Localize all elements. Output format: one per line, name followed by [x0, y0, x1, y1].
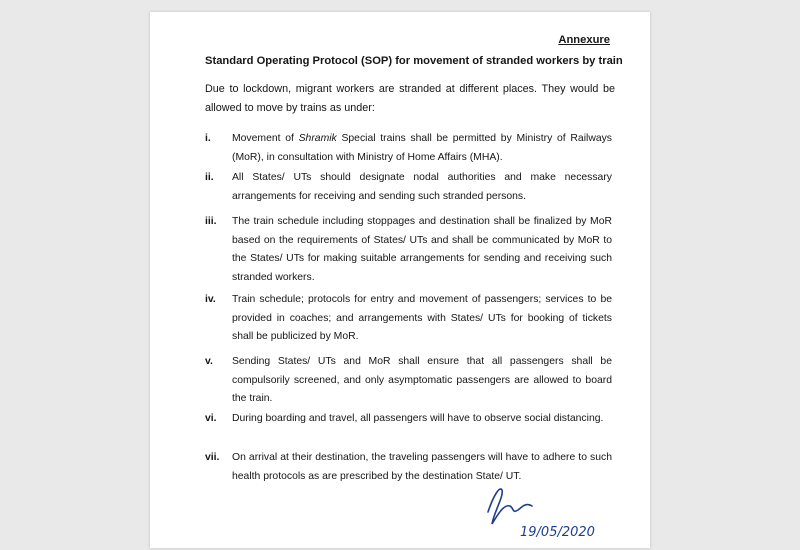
- signature-date: 19/05/2020: [520, 525, 595, 540]
- item-number: i.: [205, 133, 211, 144]
- annexure-label: Annexure: [558, 34, 610, 46]
- item-text: During boarding and travel, all passengers will have to observe social distancing.: [232, 413, 604, 424]
- item-text: Train schedule; protocols for entry and movement of passengers; services to be provided in coaches; and arrangements with States/ UTs for booking of tickets shall be publicized by MoR.: [232, 294, 612, 342]
- item-text: [232, 130, 612, 167]
- item-number: iv.: [205, 294, 216, 305]
- item-number: iii.: [205, 216, 217, 227]
- item-text-rest: Special trains shall be permitted by Ministry of Railways (MoR), in consultation with Ministry of Home Affairs (MHA).: [232, 133, 612, 163]
- item-text-emphasis: Shramik: [298, 133, 337, 144]
- item-text: On arrival at their destination, the traveling passengers will have to adhere to such health protocols as are prescribed by the destination State/ UT.: [232, 452, 612, 482]
- document-page: [150, 12, 650, 548]
- item-number: vi.: [205, 413, 217, 424]
- item-number: v.: [205, 356, 213, 367]
- item-text: All States/ UTs should designate nodal authorities and make necessary arrangements for receiving and sending such stranded persons.: [232, 172, 612, 202]
- item-number: vii.: [205, 452, 220, 463]
- item-number: ii.: [205, 172, 214, 183]
- item-text: Sending States/ UTs and MoR shall ensure that all passengers shall be compulsorily screened, and only asymptomatic passengers are allowed to board the train.: [232, 356, 612, 404]
- item-text-start: Movement of: [232, 133, 299, 144]
- handwritten-signature: [480, 484, 610, 544]
- document-title: Standard Operating Protocol (SOP) for movement of stranded workers by train: [205, 55, 623, 67]
- item-text: The train schedule including stoppages and destination shall be finalized by MoR based on the requirements of States/ UTs and shall be communicated by MoR to the States/ UTs for making suitable arrangements for sending and receiving such stranded workers.: [232, 216, 612, 283]
- intro-paragraph: Due to lockdown, migrant workers are stranded at different places. They would be allowed to move by trains as under:: [205, 83, 615, 114]
